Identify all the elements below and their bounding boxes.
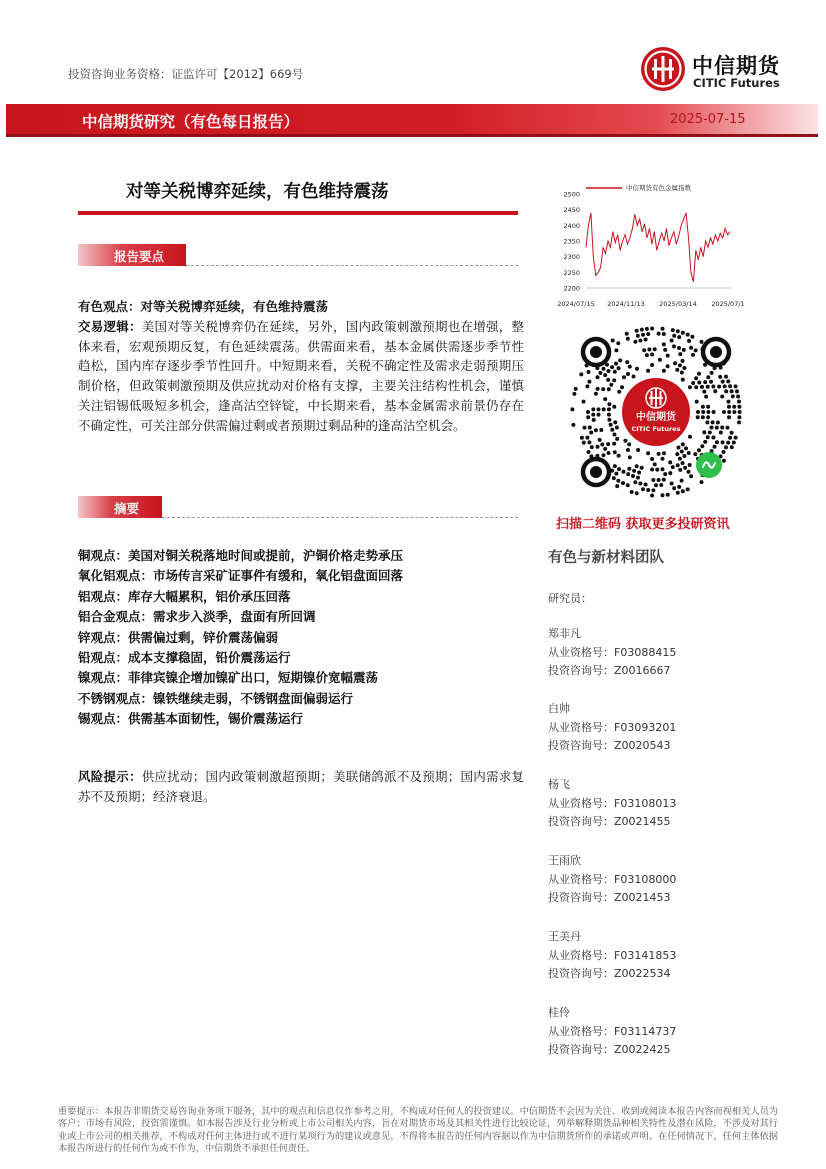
researcher-card bbox=[548, 928, 676, 984]
disclaimer: 重要提示：本报告非期货交易咨询业务项下服务，其中的观点和信息仅作参考之用，不构成对任何人的投资建议。中信期货不会因为关注、收到或阅读本报告内容而视相关人员为客户；市场有风险，投资需谨慎。如本报告涉及行业分析或上市公司相关内容，旨在对期货市场及其相关性进行比较论证，列举解释期货品种相关特性及潜在风险，不涉及对其行业或上市公司的相关推荐，不构成对任何主体进行或不进行某项行为的建议或意见，不得将本报告的任何内容据以作为中信期货所作的承诺或声明。在任何情况下，任何主体依据本报告所进行的任何作为或不作为，中信期货不承担任何责任。 bbox=[58, 1106, 778, 1154]
x-tick-label: 2025/03/14 bbox=[659, 300, 697, 308]
qualification-number: 从业资格号：F03108013 bbox=[548, 796, 677, 810]
researcher-name: 王雨欣 bbox=[548, 854, 581, 867]
list-item: 铜观点：美国对铜关税落地时间或提前，沪铜价格走势承压 bbox=[78, 548, 404, 563]
y-tick-label: 2250 bbox=[563, 268, 580, 277]
consulting-number: 投资咨询号：Z0021455 bbox=[548, 815, 671, 828]
title-rule bbox=[78, 211, 518, 215]
x-tick-label: 2024/11/13 bbox=[607, 300, 645, 308]
qr-code[interactable] bbox=[566, 322, 746, 502]
researcher-card bbox=[548, 1004, 676, 1060]
qualification-number: 从业资格号：F03114737 bbox=[548, 1024, 677, 1038]
team-title: 有色与新材料团队 bbox=[548, 550, 664, 566]
section-tag-label: 摘要 bbox=[114, 501, 140, 516]
license-text: 投资咨询业务资格：证监许可【2012】669号 bbox=[68, 67, 304, 81]
logic-text: 美国对等关税博弈仍在延续，另外，国内政策刺激预期也在增强，整体来看，宏观预期反复，有色延续震荡。供需面来看，基本金属供需逐步季节性趋松，国内库存逐步季节性回升。中短期来看，关税不确定性及需求走弱预期压制价格，但政策刺激预期及供应扰动对价格有支撑，主要关注结构性机会，谨慎关注铝锡低吸短多机会，逢高沽空锌锭，中长期来看，基本金属需求前景仍存在不确定性，可关注部分供需偏过剩或者预期过剩品种的逢高沽空机会。 bbox=[78, 319, 524, 433]
qualification-number: 从业资格号：F03141853 bbox=[548, 948, 677, 962]
consulting-number: 投资咨询号：Z0020543 bbox=[548, 739, 671, 752]
researcher-label: 研究员： bbox=[548, 592, 592, 605]
trading-logic bbox=[78, 317, 524, 435]
section-tag-label: 报告要点 bbox=[114, 249, 165, 264]
y-tick-label: 2200 bbox=[563, 284, 580, 293]
view-text: 对等关税博弈延续，有色维持震荡 bbox=[140, 299, 329, 314]
report-title: 对等关税博弈延续，有色维持震荡 bbox=[126, 182, 389, 202]
researcher-name: 桂伶 bbox=[548, 1006, 570, 1019]
y-tick-label: 2500 bbox=[563, 190, 580, 199]
qualification-number: 从业资格号：F03088415 bbox=[548, 645, 677, 659]
section-divider bbox=[186, 265, 518, 266]
researcher-name: 郑非凡 bbox=[548, 627, 581, 640]
report-points-section-header bbox=[78, 244, 518, 266]
citic-futures-logo bbox=[640, 44, 805, 100]
logo-chinese-name: 中信期货 bbox=[692, 54, 780, 78]
qualification-number: 从业资格号：F03093201 bbox=[548, 720, 677, 734]
consulting-number: 投资咨询号：Z0021453 bbox=[548, 891, 671, 904]
researcher-name: 王美丹 bbox=[548, 930, 581, 943]
researcher-card bbox=[548, 852, 676, 908]
list-item: 铅观点：成本支撑稳固，铅价震荡运行 bbox=[78, 650, 291, 666]
researcher-card bbox=[548, 625, 676, 681]
series-line bbox=[586, 213, 730, 282]
researcher-card bbox=[548, 776, 676, 832]
y-tick-label: 2400 bbox=[563, 221, 580, 230]
view-label: 有色观点： bbox=[78, 299, 141, 314]
consulting-number: 投资咨询号：Z0022425 bbox=[548, 1043, 671, 1056]
qr-center-en: CITIC Futures bbox=[631, 425, 681, 433]
researcher-name: 白帅 bbox=[548, 702, 570, 715]
nonferrous-index-chart bbox=[556, 178, 748, 314]
x-tick-label: 2024/07/15 bbox=[557, 300, 595, 308]
list-item: 锌观点：供需偏过剩，锌价震荡偏弱 bbox=[78, 629, 279, 645]
banner-underline bbox=[6, 134, 818, 137]
qualification-number: 从业资格号：F03108000 bbox=[548, 872, 677, 886]
qr-center-cn: 中信期货 bbox=[636, 412, 676, 423]
y-tick-label: 2450 bbox=[563, 206, 580, 215]
report-date: 2025-07-15 bbox=[670, 112, 746, 127]
logo-english-name: CITIC Futures bbox=[693, 76, 780, 90]
list-item: 锡观点：供需基本面韧性，锡价震荡运行 bbox=[78, 711, 304, 727]
summary-list bbox=[78, 546, 524, 730]
risk-text: 供应扰动；国内政策刺激超预期；美联储鸽派不及预期；国内需求复苏不及预期；经济衰退。 bbox=[78, 769, 524, 804]
consulting-number: 投资咨询号：Z0016667 bbox=[548, 664, 671, 677]
x-tick-label: 2025/07/1 bbox=[711, 300, 745, 308]
qr-caption: 扫描二维码 获取更多投研资讯 bbox=[556, 517, 730, 532]
list-item: 氧化铝观点：市场传言采矿证事件有缓和，氧化铝盘面回落 bbox=[78, 568, 404, 584]
nonferrous-view bbox=[78, 297, 524, 317]
list-item: 铝观点：库存大幅累积，铝价承压回落 bbox=[78, 588, 291, 604]
y-tick-label: 2350 bbox=[563, 237, 580, 246]
consulting-number: 投资咨询号：Z0022534 bbox=[548, 967, 671, 980]
citic-logo-icon bbox=[646, 388, 666, 408]
banner-title: 中信期货研究（有色每日报告） bbox=[82, 113, 300, 131]
y-tick-label: 2300 bbox=[563, 253, 580, 262]
section-divider bbox=[162, 517, 518, 518]
risk-warning bbox=[78, 767, 524, 806]
report-banner bbox=[6, 104, 818, 138]
list-item: 不锈钢观点：镍铁继续走弱，不锈钢盘面偏弱运行 bbox=[78, 690, 354, 706]
list-item: 铝合金观点：需求步入淡季，盘面有所回调 bbox=[78, 609, 316, 625]
summary-section-header bbox=[78, 496, 518, 518]
list-item: 镍观点：菲律宾镍企增加镍矿出口，短期镍价宽幅震荡 bbox=[78, 670, 379, 686]
citic-logo-icon bbox=[640, 46, 686, 92]
researcher-card bbox=[548, 700, 676, 756]
risk-label: 风险提示： bbox=[78, 769, 142, 784]
chart-legend: 中信期货有色金属指数 bbox=[626, 184, 691, 192]
logic-label: 交易逻辑： bbox=[78, 319, 142, 334]
researcher-name: 杨飞 bbox=[548, 778, 570, 791]
